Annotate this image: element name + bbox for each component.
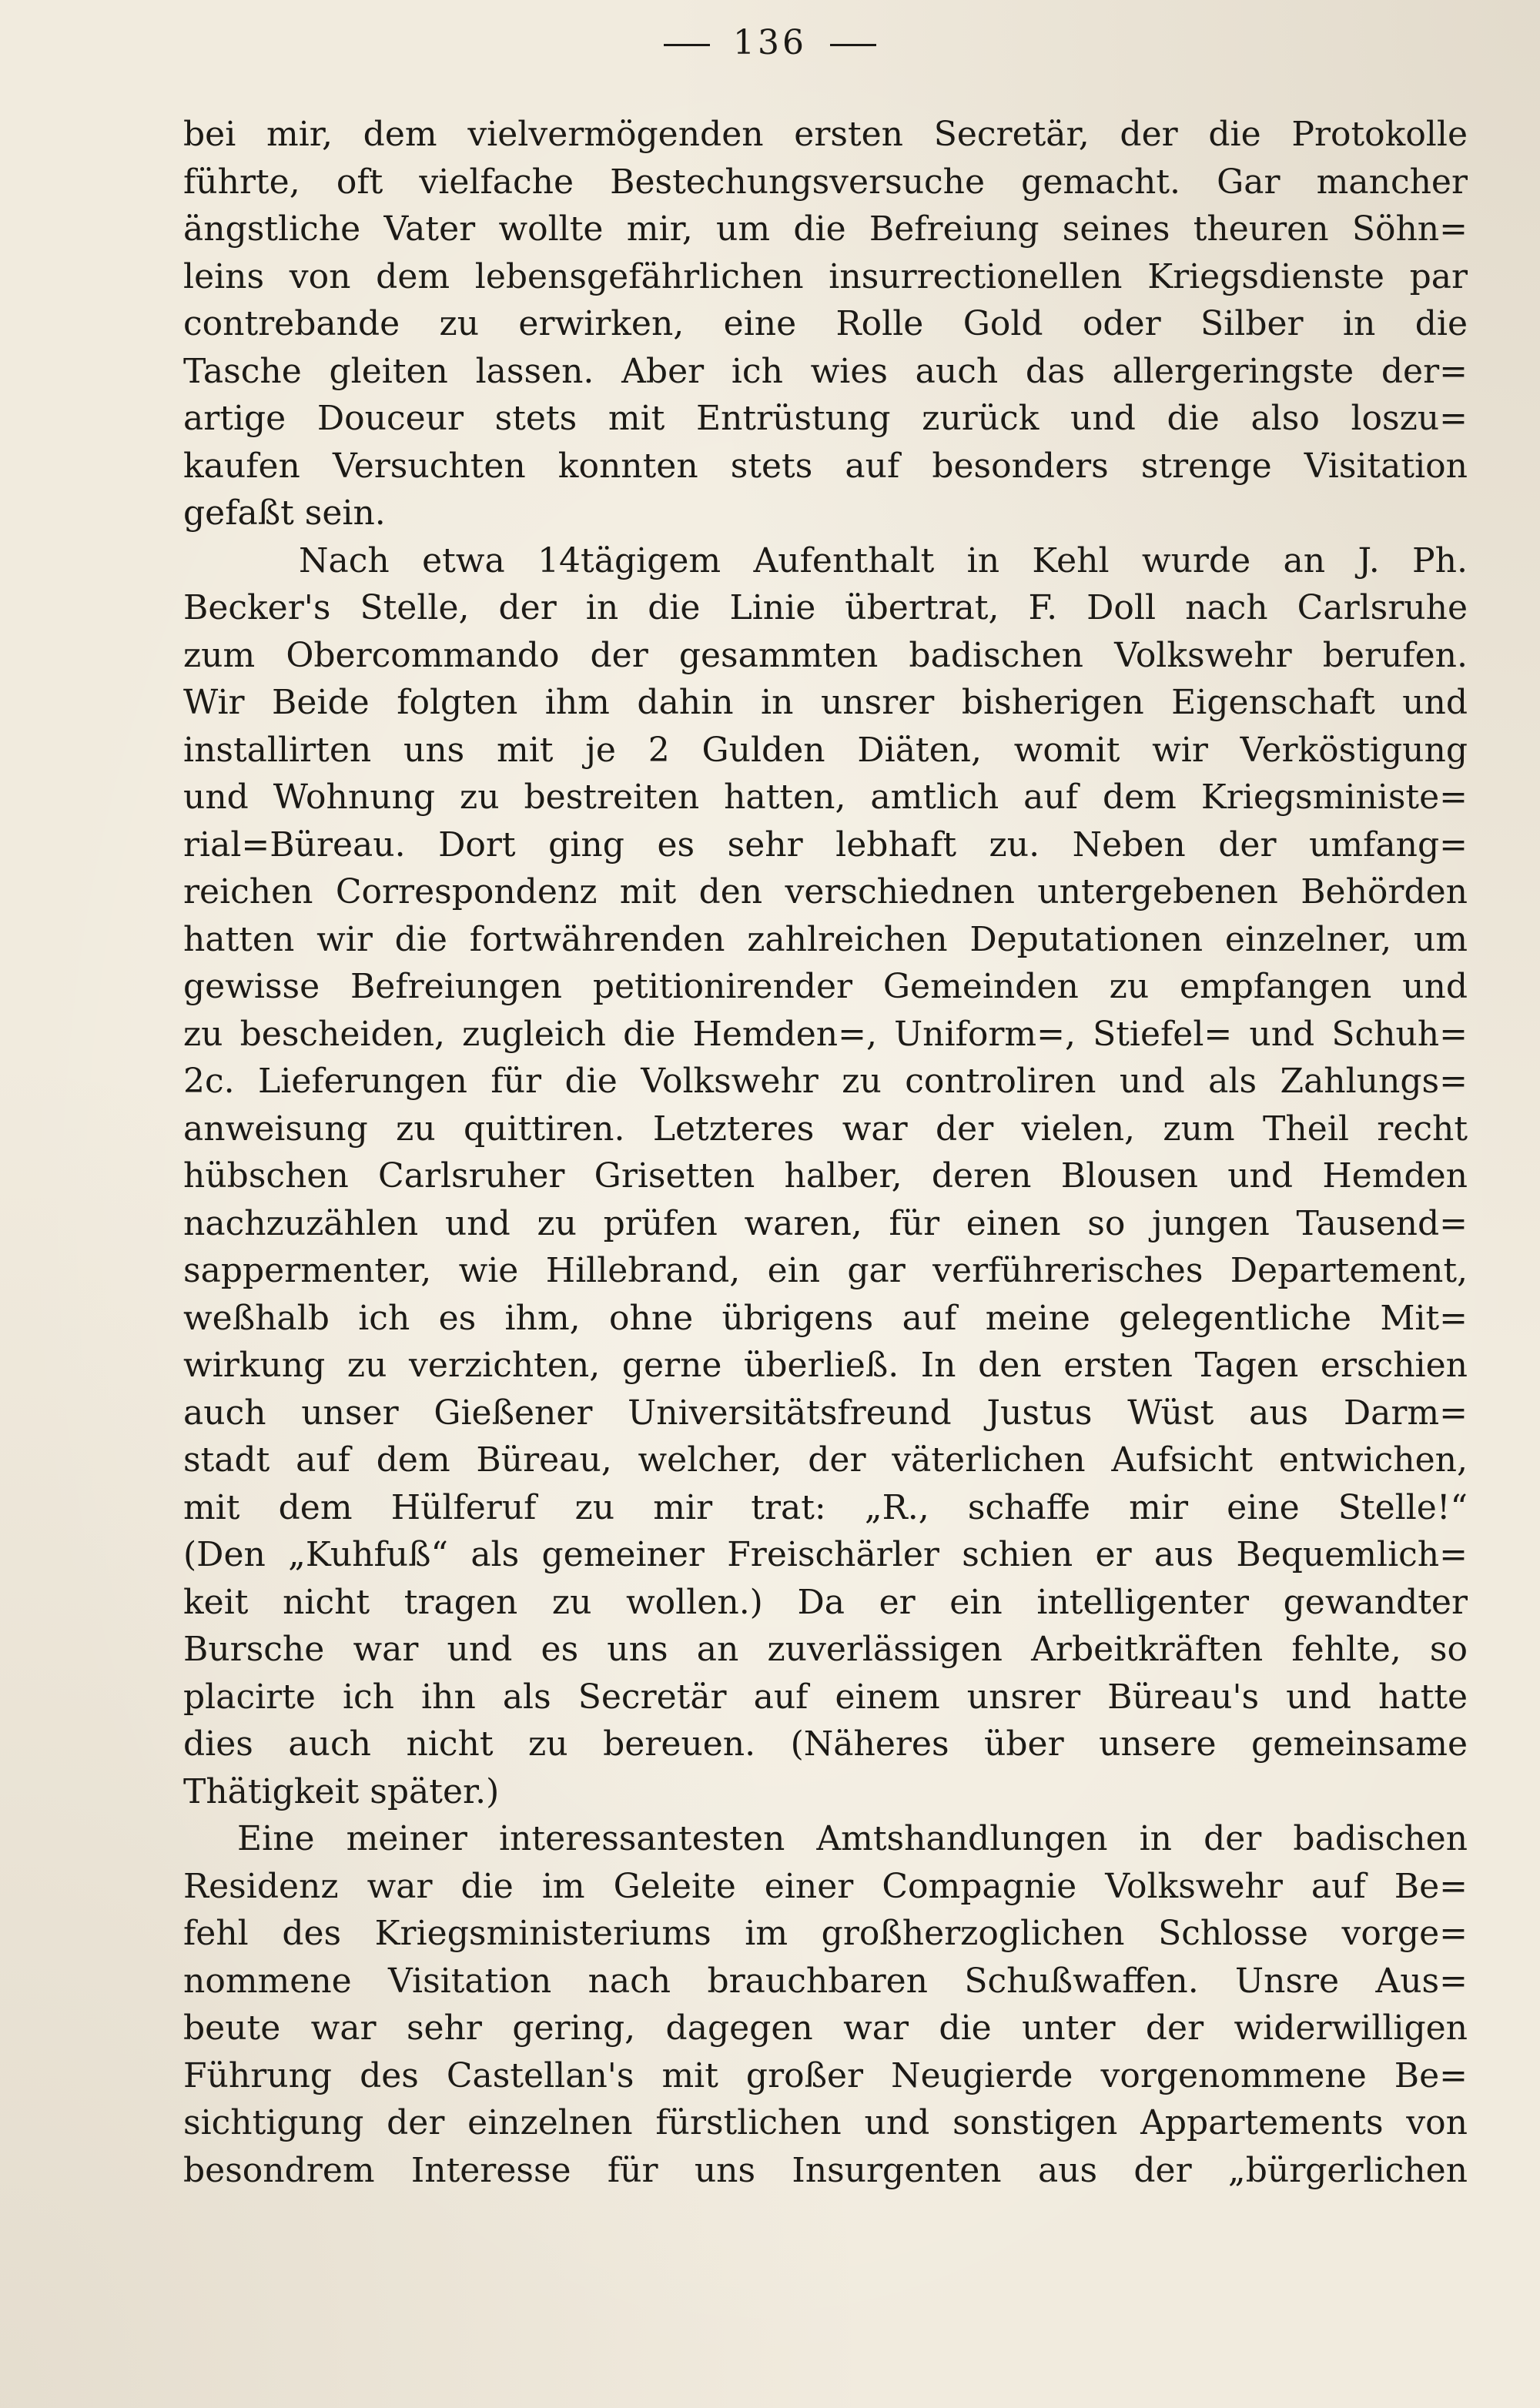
text-line: Becker's Stelle, der in die Linie übertrat, F. Doll nach Carlsruhe [183, 588, 1468, 627]
text-line: zu bescheiden, zugleich die Hemden=, Uniform=, Stiefel= und Schuh= [183, 1014, 1468, 1054]
text-line: Nach etwa 14tägigem Aufenthalt in Kehl wurde an J. Ph. [299, 540, 1468, 580]
text-line: weßhalb ich es ihm, ohne übrigens auf meine gelegentliche Mit= [183, 1298, 1468, 1338]
text-line: besondrem Interesse für uns Insurgenten aus der „bürgerlichen [183, 2150, 1468, 2190]
text-line: Führung des Castellan's mit großer Neugierde vorgenommene Be= [183, 2055, 1468, 2095]
text-line: Residenz war die im Geleite einer Compagnie Volkswehr auf Be= [183, 1866, 1468, 1906]
text-line: fehl des Kriegsministeriums im großherzoglichen Schlosse vorge= [183, 1914, 1468, 1953]
text-line: dies auch nicht zu bereuen. (Näheres über unsere gemeinsame [183, 1724, 1468, 1764]
text-line: führte, oft vielfache Bestechungsversuche gemacht. Gar mancher [183, 162, 1468, 202]
text-line: Wir Beide folgten ihm dahin in unsrer bisherigen Eigenschaft und [183, 683, 1468, 722]
header-dash-left [664, 44, 710, 46]
text-line: keit nicht tragen zu wollen.) Da er ein intelligenter gewandter [183, 1582, 1468, 1622]
text-line: Bursche war und es uns an zuverlässigen Arbeitkräften fehlte, so [183, 1630, 1468, 1669]
text-line: rial=Büreau. Dort ging es sehr lebhaft zu. Neben der umfang= [183, 824, 1468, 865]
text-line: gefaßt sein. [183, 493, 386, 533]
text-line: wirkung zu verzichten, gerne überließ. In den ersten Tagen erschien [183, 1346, 1468, 1385]
text-line: Eine meiner interessantesten Amtshandlungen in der badischen [237, 1819, 1468, 1858]
page-number: 136 [733, 23, 807, 62]
text-line: hatten wir die fortwährenden zahlreichen Deputationen einzelner, um [183, 919, 1468, 959]
text-line: anweisung zu quittiren. Letzteres war der vielen, zum Theil recht [183, 1109, 1468, 1149]
page-header [0, 23, 1540, 62]
text-line: (Den „Kuhfuß“ als gemeiner Freischärler schien er aus Bequemlich= [183, 1535, 1468, 1574]
text-line: Tasche gleiten lassen. Aber ich wies auch das allergeringste der= [183, 351, 1468, 391]
text-line: stadt auf dem Büreau, welcher, der väterlichen Aufsicht entwichen, [183, 1440, 1468, 1480]
text-line: nommene Visitation nach brauchbaren Schußwaffen. Unsre Aus= [183, 1961, 1468, 2001]
text-line: sichtigung der einzelnen fürstlichen und sonstigen Appartements von [183, 2103, 1468, 2142]
text-line: gewisse Befreiungen petitionirender Gemeinden zu empfangen und [183, 967, 1468, 1006]
text-line: artige Douceur stets mit Entrüstung zurück und die also loszu= [183, 399, 1468, 438]
text-line: sappermenter, wie Hillebrand, ein gar verführerisches Departement, [183, 1251, 1468, 1290]
text-line: contrebande zu erwirken, eine Rolle Gold oder Silber in die [183, 304, 1468, 343]
text-line: leins von dem lebensgefährlichen insurrectionellen Kriegsdienste par [183, 256, 1468, 296]
text-line: Thätigkeit später.) [183, 1771, 500, 1811]
text-line: kaufen Versuchten konnten stets auf besonders strenge Visitation [183, 446, 1468, 486]
body-text [183, 111, 1468, 2194]
text-line: reichen Correspondenz mit den verschiednen untergebenen Behörden [183, 872, 1468, 911]
text-line: hübschen Carlsruher Grisetten halber, deren Blousen und Hemden [183, 1156, 1468, 1196]
text-line: nachzuzählen und zu prüfen waren, für einen so jungen Tausend= [183, 1203, 1468, 1243]
text-line: bei mir, dem vielvermögenden ersten Secretär, der die Protokolle [183, 115, 1468, 154]
text-line: beute war sehr gering, dagegen war die unter der widerwilligen [183, 2008, 1468, 2048]
text-line: ängstliche Vater wollte mir, um die Befreiung seines theuren Söhn= [183, 209, 1468, 249]
text-line: mit dem Hülferuf zu mir trat: „R., schaffe mir eine Stelle!“ [183, 1487, 1468, 1527]
text-line: auch unser Gießener Universitätsfreund Justus Wüst aus Darm= [183, 1393, 1468, 1433]
text-line: und Wohnung zu bestreiten hatten, amtlich auf dem Kriegsministe= [183, 778, 1468, 817]
text-line: installirten uns mit je 2 Gulden Diäten, womit wir Verköstigung [183, 730, 1468, 770]
text-line: zum Obercommando der gesammten badischen Volkswehr berufen. [183, 635, 1468, 675]
text-line: 2c. Lieferungen für die Volkswehr zu controliren und als Zahlungs= [183, 1062, 1468, 1101]
text-line: placirte ich ihn als Secretär auf einem unsrer Büreau's und hatte [183, 1677, 1468, 1717]
header-dash-right [830, 44, 876, 46]
